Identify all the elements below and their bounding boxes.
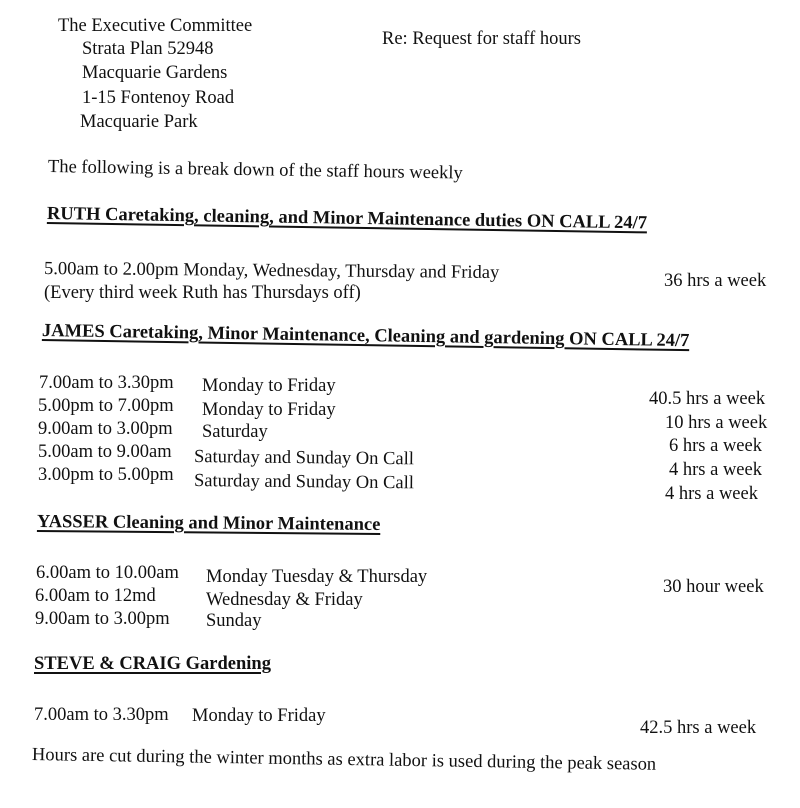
steve-craig-heading: STEVE & CRAIG Gardening bbox=[34, 654, 271, 674]
james-row-hours: 6 hrs a week bbox=[669, 436, 762, 456]
address-line-street: 1-15 Fontenoy Road bbox=[82, 88, 235, 108]
james-row-days: Monday to Friday bbox=[202, 376, 336, 396]
james-row-time: 9.00am to 3.00pm bbox=[38, 419, 173, 439]
steve-craig-hours: 42.5 hrs a week bbox=[640, 718, 757, 738]
address-line-committee: The Executive Committee bbox=[58, 16, 253, 36]
address-line-suburb: Macquarie Park bbox=[80, 112, 198, 132]
james-row-time: 5.00pm to 7.00pm bbox=[38, 396, 174, 416]
steve-craig-days: Monday to Friday bbox=[192, 706, 326, 726]
yasser-row-time: 6.00am to 10.00am bbox=[36, 563, 179, 583]
james-row-time: 7.00am to 3.30pm bbox=[39, 373, 174, 393]
yasser-row-days: Sunday bbox=[206, 611, 262, 631]
james-row-hours: 10 hrs a week bbox=[665, 413, 768, 433]
intro-text: The following is a break down of the staff hours weekly bbox=[47, 157, 463, 184]
yasser-hours: 30 hour week bbox=[663, 577, 764, 597]
james-row-days: Saturday bbox=[202, 422, 268, 442]
james-row-hours: 40.5 hrs a week bbox=[649, 389, 766, 409]
james-row-time: 3.00pm to 5.00pm bbox=[38, 465, 174, 485]
ruth-schedule-note: (Every third week Ruth has Thursdays off) bbox=[44, 283, 361, 303]
ruth-schedule-line: 5.00am to 2.00pm Monday, Wednesday, Thursday and Friday bbox=[43, 259, 500, 283]
yasser-row-days: Monday Tuesday & Thursday bbox=[206, 567, 428, 587]
yasser-row-time: 9.00am to 3.00pm bbox=[35, 609, 170, 629]
ruth-heading: RUTH Caretaking, cleaning, and Minor Maintenance duties ON CALL 24/7 bbox=[46, 204, 648, 234]
james-row-days: Saturday and Sunday On Call bbox=[193, 447, 415, 470]
subject-line: Re: Request for staff hours bbox=[382, 29, 582, 49]
yasser-heading: YASSER Cleaning and Minor Maintenance bbox=[36, 512, 381, 535]
yasser-row-time: 6.00am to 12md bbox=[35, 586, 156, 606]
steve-craig-time: 7.00am to 3.30pm bbox=[34, 705, 169, 725]
address-line-strata-plan: Strata Plan 52948 bbox=[82, 39, 214, 59]
james-heading: JAMES Caretaking, Minor Maintenance, Cleaning and gardening ON CALL 24/7 bbox=[41, 321, 690, 352]
footer-note: Hours are cut during the winter months as extra labor is used during the peak season bbox=[31, 745, 657, 775]
yasser-row-days: Wednesday & Friday bbox=[206, 590, 363, 610]
address-line-building: Macquarie Gardens bbox=[82, 63, 228, 83]
james-row-hours: 4 hrs a week bbox=[665, 484, 758, 504]
james-row-hours: 4 hrs a week bbox=[669, 460, 762, 480]
ruth-hours: 36 hrs a week bbox=[664, 271, 767, 291]
james-row-days: Saturday and Sunday On Call bbox=[193, 471, 415, 494]
james-row-days: Monday to Friday bbox=[202, 400, 336, 420]
james-row-time: 5.00am to 9.00am bbox=[38, 442, 172, 462]
